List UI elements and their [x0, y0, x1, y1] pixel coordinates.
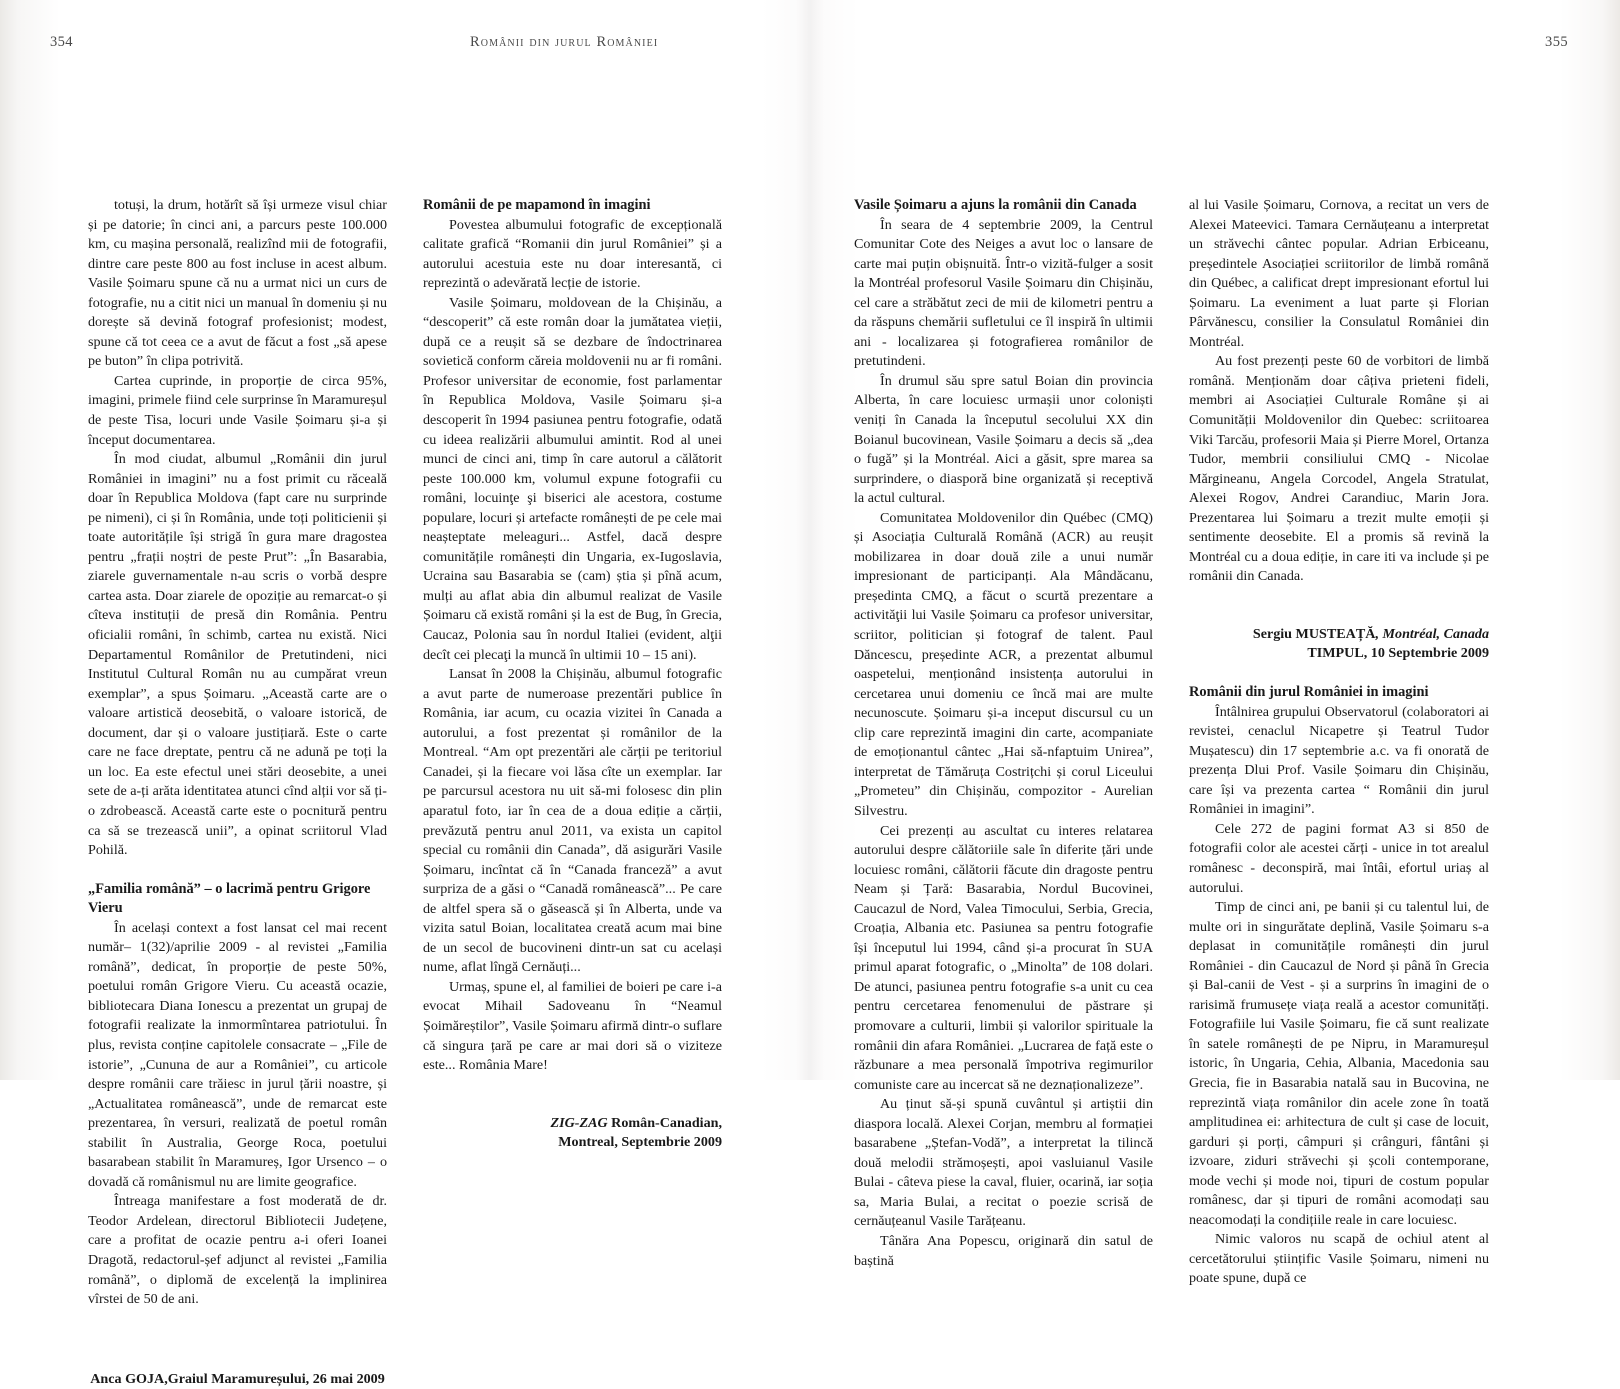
paragraph: Comunitatea Moldovenilor din Québec (CMQ) și Asociația Culturală Română (ACR) au reușit mobilizarea in doar două zile a unui număr impresionant de participanți. Ala Mândăcanu, președinta CMQ, a făcut o scurtă prezentare a activităţii lui Vasile Șoimaru ca profesor universitar, scriitor, politician și fotograf de talent. Paul Dăncescu, președinte ACR, a prezentat albumul oaspetelui, menționând insistența autorului in cercetarea unui domeniu ce încă mai are multe necunoscute. Șoimaru și-a inceput discursul cu un clip care reprezintă imagini din carte, acompaniate de emoționantul cântec „Hai să-nfaptuim Unirea”, interpretat de Tămăruța Costrițchi și corul Liceului „Prometeu” din Chișinău, compozitor - Aurelian Silvestru. — [854, 509, 1153, 819]
page-right — [810, 0, 1620, 1287]
folio-right: 355 — [1545, 34, 1568, 50]
paragraph: Timp de cinci ani, pe banii și cu talentul lui, de multe ori in singurătate deplină, Vasile Șoimaru s-a deplasat in comunitățile românești din jurul României - din Caucazul de Nord și până în Grecia și Bal-canii de Vest - și a surprins în imagini de o rarisimă frumusețe viața reală a acestor comunități. Fotografiile lui Vasile Șoimaru, fie că sunt realizate în satele românești de pe Nipru, in Maramureșul istoric, în Ungaria, Cehia, Albania, Macedonia sau Grecia, fie in Basarabia natală sau in Bucovina, ne reprezintă viața românilor din acele zone în toată amplitudinea ei: arhitectura de cult și case de locuit, garduri și porți, câmpuri și crânguri, fântâni și izvoare, ziduri străvechi și școli contemporane, mode vechi și mode noi, tipuri de costum popular românesc, dar și tipuri de români acomodați sau neacomodați la condițiile reale in care locuiesc. — [1189, 899, 1489, 1228]
spacer — [88, 1310, 387, 1340]
paragraph: Urmaș, spune el, al familiei de boieri pe care i-a evocat Mihail Sadoveanu în “Neamul Șoimăreștilor”, Vasile Șoimaru afirmă dintr-o suflare că singura țară pe care ar mai dori să o viziteze este... România Mare! — [423, 978, 722, 1074]
column-1 — [88, 196, 387, 1389]
byline-author-place: , Montréal, Canada — [1375, 625, 1489, 642]
paragraph: al lui Vasile Șoimaru, Cornova, a recitat un vers de Alexei Mateevici. Tamara Cernăuțeanu a interpretat un străvechi cântec popular. Adrian Erbiceanu, președintele Asociației scriitorilor de limbă română din Québec, a calificat drept impresionant efortul lui Șoimaru. La eveniment a luat parte și Florian Pârvănescu, consilier la Consulatul României din Montréal. — [1189, 197, 1489, 350]
byline-zig-zag — [423, 1114, 722, 1153]
paragraph: Povestea albumului fotografic de excepțională calitate grafică “Romanii din jurul României” și a autorului acestuia este nu doar interesantă, ci reprezintă o adevărată lecție de istorie. — [423, 216, 722, 292]
spacer — [88, 861, 387, 880]
paragraph: Au ținut să-și spună cuvântul și artiștii din diaspora locală. Alexei Corjan, membru al formației basarabene „Ștefan-Vodă”, a interpretat la tilincă două melodii strămoșești, apoi vasluianul Vasile Bulai - câteva piese la caval, fluier, ocarină, iar soția sa, Maria Bulai, a recitat o poezie scrisă de cernăuțeanul Vasile Tarățeanu. — [854, 1096, 1153, 1230]
paragraph: Vasile Șoimaru, moldovean de la Chișinău, a “descoperit” că este român doar la jumătatea vieții, după ce a reușit să se dezbare de îndoctrinarea sovietică conform căreia moldovenii nu ar fi români. Profesor universitar de economie, fost parlamentar în Republica Moldova, Vasile Șoimaru și-a descoperit în 1994 pasiunea pentru fotografie, odată cu ideea realizării albumului amintit. Rod al unei munci de cinci ani, timp în care autorul a călătorit peste 100.000 km, volumul expune fotografii cu români, locuinţe şi biserici ale acestora, costume populare, locuri și artefacte românești de pe cele mai neașteptate meleaguri... Astfel, dacă despre comunitățile românești din Ungaria, ex-Iugoslavia, Ucraina sau Basarabia se (cam) știa și pînă acum, mulți au aflat abia din albumul realizat de Vasile Șoimaru că există români și la est de Bug, în Grecia, Caucaz, Polonia sau în nordul Italiei (evident, alţii decît cei plecaţi la muncă în ultimii 10 – 15 ani). — [423, 294, 722, 663]
column-4 — [1189, 196, 1489, 1289]
byline-place-date: Montreal, Septembrie 2009 — [558, 1134, 722, 1151]
paragraph: Cele 272 de pagini format A3 si 850 de fotografii color ale acestei cărți - unice in tot arealul românesc - deconspiră, mai întâi, efortul uriaș al autorului. — [1189, 820, 1489, 896]
paragraph: În drumul său spre satul Boian din provincia Alberta, în care locuiesc urmașii unor coloniști veniți în Canada la începutul secolului XX din Boianul bucovinean, Vasile Șoimaru a decis să „dea o fugă” și la Montréal. Aici a găsit, spre marea sa surprindere, o diasporă bine organizată și receptivă la actul cultural. — [854, 372, 1153, 507]
paragraph: totuși, la drum, hotărît să își urmeze visul chiar și pe datorie; în cinci ani, a parcurs peste 100.000 km, cu mașina personală, realizînd mii de fotografii, dintre care peste 800 au fost incluse in acest album. Vasile Șoimaru spune că nu a urmat nici un curs de fotografie, nu a citit nici un manual în domeniu și nu dorește să devină fotograf profesionist; modest, spune că tot ceea ce a avut de făcut a fost „să apese pe buton” în clipa potrivită. — [88, 197, 387, 370]
paragraph: Au fost prezenți peste 60 de vorbitori de limbă română. Menționăm doar câțiva prieteni fideli, membri ai Asociației Culturale Române și ai Comunității Moldovenilor din Quebec: scriitoarea Viki Tarcău, profesorii Maia și Pierre Morel, Ortanza Tudor, membrii consiliului CMQ - Nicolae Mărgineanu, Angela Corcodel, Angela Stratulat, Alexei Rogov, Andrei Carandiuc, Marin Jora. Prezentarea lui Șoimaru a trezit multe emoții și sentimente deosebite. El a promis să revină la Montréal cu a doua ediție, in care iti va include și pe românii din Canada. — [1189, 353, 1489, 585]
column-3 — [854, 196, 1153, 1289]
text-columns-left — [88, 196, 722, 1389]
byline-sergiu-musteata — [1189, 625, 1489, 664]
column-2 — [423, 196, 722, 1389]
paragraph: În seara de 4 septembrie 2009, la Centrul Comunitar Cote des Neiges a avut loc o lansare de carte mai puțin obișnuită. Într-o vizită-fulger a sosit la Montréal profesorul Vasile Șoimaru din Chișinău, cel care a străbătut zeci de mii de kilometri pentru a da răspuns chemării sufletului ce îl inspiră în ultimii ani - localizarea și fotografierea românilor de pretutindeni. — [854, 216, 1153, 370]
byline-author-name: Sergiu MUSTEAȚĂ — [1252, 625, 1376, 642]
paragraph: Cei prezenți au ascultat cu interes relatarea autorului despre călătoriile sale în diferite țări unde locuiesc români, călătorii făcute din dragoste pentru Neam și Țară: Basarabia, Nordul Bucovinei, Caucazul de Nord, Valea Timocului, Serbia, Grecia, Croația, Albania etc. Pasiunea sa pentru fotografie își începutul lui 1994, când și-a procurat în SUA primul aparat fotografic, o „Minolta” de 108 dolari. De atunci, pasiunea pentru fotografie s-a unit cu cea pentru cercetarea fenomenului de păstrare și promovare a culturii, limbii și valorilor spirituale la românii din afara României. „Lucrarea de față este o răzbunare a mea personală împotriva regimurilor comuniste care au incercat să ne deznaționalizeze”. — [854, 822, 1153, 1093]
paragraph: În același context a fost lansat cel mai recent număr– 1(32)/aprilie 2009 - al revistei „Familia română”, dedicat, în proporție de peste 50%, poetului român Grigore Vieru. Cu această ocazie, bibliotecara Diana Ionescu a prezentat un grupaj de fotografii realizate la inmormîntarea patriotului. În plus, revista conține capitolele consacrate – „File de istorie”, „Cununa de aur a României”, cu articole despre românii care trăiesc in jurul țării noastre, și „Actualitatea românească”, unde de remarcat este prezentarea, în versuri, realizată de poetul român stabilit în Australia, George Roca, poetului basarabean stabilit în Maramureș, Igor Ursenco – o dovadă că românismul nu are limite geografice. — [88, 919, 387, 1190]
page-left — [0, 0, 810, 1387]
paragraph: Nimic valoros nu scapă de ochiul atent al cercetătorului științific Vasile Șoimaru, nimeni nu poate spune, după ce — [1189, 1231, 1489, 1287]
spacer — [1189, 587, 1489, 606]
byline-source: TIMPUL, 10 Septembrie 2009 — [1307, 645, 1489, 662]
byline-publication-italic: ZIG-ZAG — [550, 1114, 608, 1131]
byline-anca-goja: Anca GOJA,Graiul Maramureșului, 26 mai 2009 — [90, 1370, 385, 1387]
paragraph: Lansat în 2008 la Chișinău, albumul fotografic a avut parte de numeroase prezentări publice în România, iar acum, cu ocazia vizitei în Canada a autorului, a fost prezentat și românilor de la Montreal. “Am opt prezentări ale cărții pe teritoriul Canadei, și la fiecare voi lăsa cîte un exemplar. Iar pe parcursul acestora nu uit să-mi folosesc din plin aparatul foto, iar în cea de a doua ediție a cărții, prevăzută pentru anul 2011, va exista un capitol special cu românii din Canada”, dă asigurări Vasile Șoimaru, incîntat că în “Canada franceză” a avut surpriza de a găsi o “Canadă românească”... Pe care de altfel spera să o găsească și în Alberta, unde va vizita satul Boian, localitatea creată acum mai bine de un secol de bucovineni dintr-un sat cu același nume, aflat lîngă Cernăuți... — [423, 666, 722, 976]
section-subhead-familia-romana: „Familia română” – o lacrimă pentru Grigore Vieru — [88, 880, 371, 917]
paragraph: Tânăra Ana Popescu, originară din satul de baștină — [854, 1232, 1153, 1269]
section-subhead-mapamond: Românii de pe mapamond în imagini — [423, 197, 651, 213]
spacer — [423, 1076, 722, 1095]
folio-left: 354 — [50, 34, 73, 50]
section-subhead-canada: Vasile Șoimaru a ajuns la românii din Canada — [854, 197, 1137, 213]
paragraph: În mod ciudat, albumul „Românii din jurul României in imagini” nu a fost primit cu răceală doar în Republica Moldova (fapt care nu surprinde pe nimeni), ci și în România, unde toți politicienii și toate autoritățile își strigă în gura mare dragostea pentru „frații noștri de peste Prut”: „În Basarabia, ziarele guvernamentale n-au scris o vorbă despre cartea asta. Doar ziarele de opoziție au remarcat-o și cîteva instituții de presă din România. Pentru oficialii români, în schimb, cartea nu există. Nici Departamentul Românilor de Pretutindeni, nici Institutul Cultural Român nu au cumpărat vreun exemplar”, a spus Șoimaru. „Această carte are o valoare artistică deosebită, o valoare istorică, de document, dar și o valoare justițiară. Este o carte care ne face dreptate, pentru că ne adună pe toți la un loc. Ea este efectul unei stări deosebite, a unei sete de a-ți arăta identitatea atunci cînd alții vor să ți-o zdrobească. Această carte este o pocnitură pentru ca să se trezească unii”, a opinat scriitorul Vlad Pohilă. — [88, 451, 387, 859]
paragraph: Întreaga manifestare a fost moderată de dr. Teodor Ardelean, directorul Bibliotecii Județene, care a profitat de ocazie pentru a-i oferi Ioanei Dragotă, redactorul-șef adjunct al revistei „Familia română”, o diplomă de excelență la implinirea vîrstei de 50 de ani. — [88, 1193, 387, 1308]
running-head-left: Românii din jurul României — [470, 34, 659, 50]
byline-publication-rest: Român-Canadian, — [607, 1114, 722, 1131]
paragraph: Cartea cuprinde, in proporție de circa 95%, imagini, primele fiind cele surprinse în Maramureșul de peste Tisa, locuri unde Vasile Șoimaru și-a și început documentarea. — [88, 372, 387, 448]
text-columns-right — [854, 196, 1489, 1289]
paragraph: Întâlnirea grupului Observatorul (colaboratori ai revistei, cenaclul Nicapetre și Teatrul Tudor Mușatescu) din 17 septembrie a.c. va fi onorată de prezența Dlui Prof. Vasile Șoimaru din Chișinău, care își va prezenta cartea “ Românii din jurul României in imagini”. — [1189, 703, 1489, 818]
section-subhead-in-imagini: Românii din jurul României in imagini — [1189, 684, 1429, 701]
spacer — [1189, 664, 1489, 683]
